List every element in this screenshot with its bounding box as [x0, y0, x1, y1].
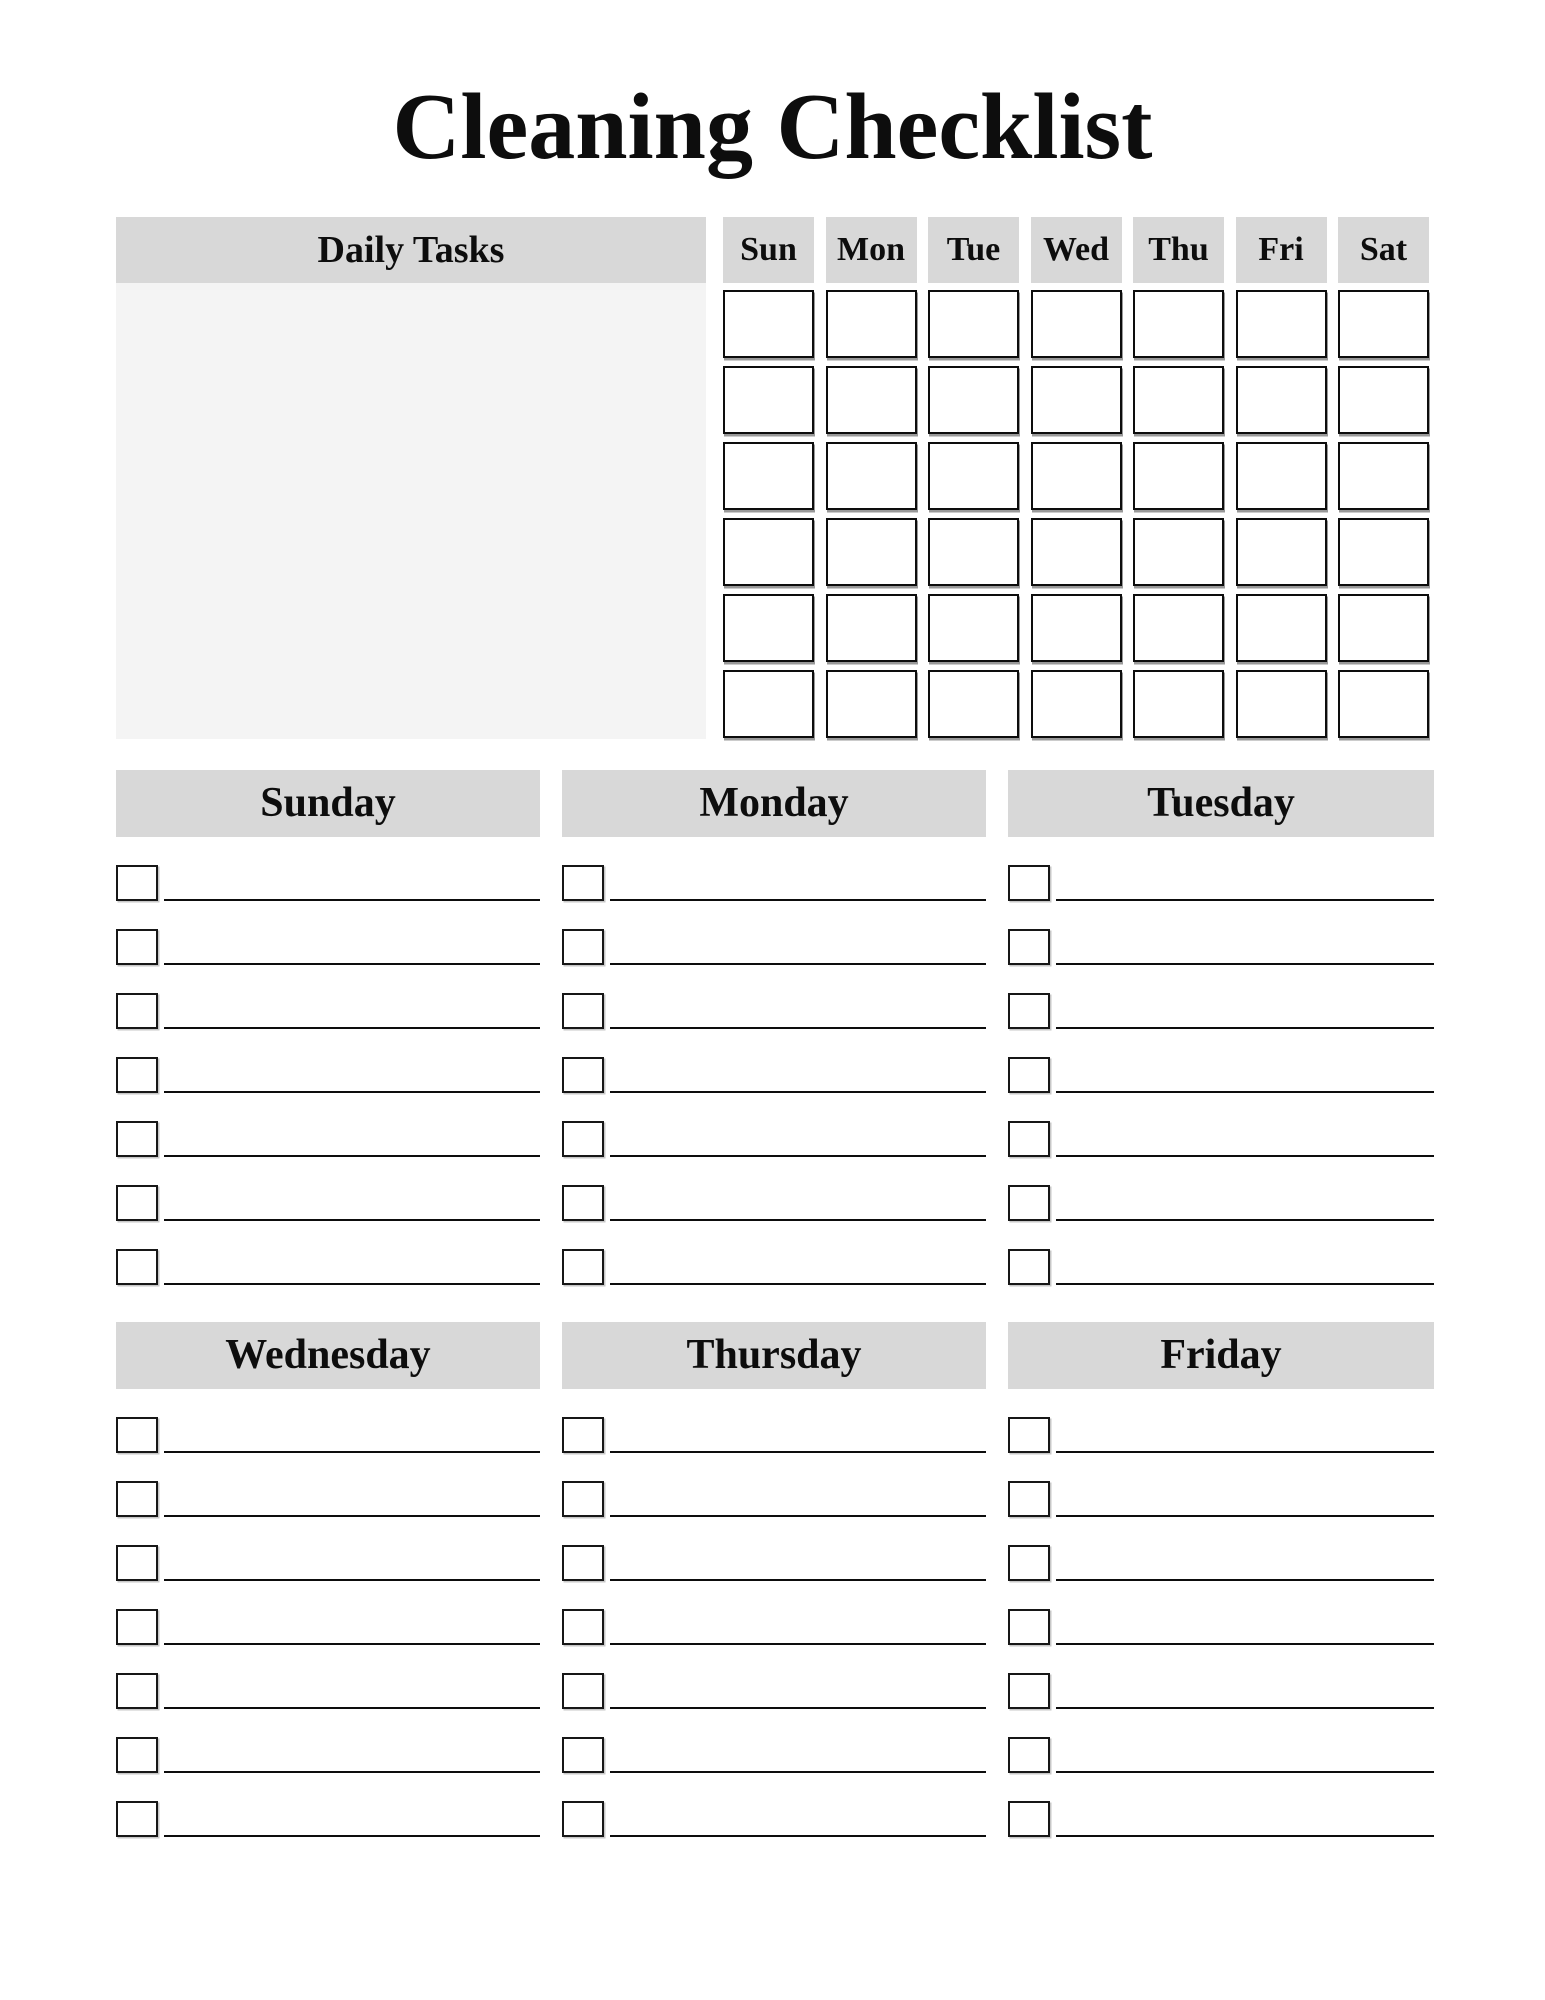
day-header-label: Mon [826, 217, 917, 283]
task-checkbox[interactable] [1008, 929, 1050, 965]
task-checkbox[interactable] [1008, 993, 1050, 1029]
task-write-line[interactable] [610, 1515, 986, 1517]
task-write-line[interactable] [1056, 1219, 1434, 1221]
task-row [562, 993, 986, 1029]
task-checkbox[interactable] [116, 1737, 158, 1773]
task-checkbox[interactable] [562, 1249, 604, 1285]
task-row-list [1008, 1417, 1434, 1837]
task-write-line[interactable] [164, 1643, 540, 1645]
day-header-label: Wed [1031, 217, 1122, 283]
task-checkbox[interactable] [562, 1609, 604, 1645]
task-write-line[interactable] [1056, 1091, 1434, 1093]
daily-checkbox[interactable] [1031, 594, 1122, 662]
task-row [562, 1801, 986, 1837]
daily-checkbox[interactable] [1133, 442, 1224, 510]
daily-checkbox[interactable] [1133, 594, 1224, 662]
task-checkbox[interactable] [1008, 1801, 1050, 1837]
task-write-line[interactable] [610, 1643, 986, 1645]
daily-checkbox[interactable] [1236, 594, 1327, 662]
task-write-line[interactable] [610, 1027, 986, 1029]
daily-checkbox[interactable] [1338, 442, 1429, 510]
task-checkbox[interactable] [116, 993, 158, 1029]
daily-tasks-section [116, 217, 1433, 739]
task-row [116, 1737, 540, 1773]
task-row [116, 929, 540, 965]
task-write-line[interactable] [164, 1579, 540, 1581]
task-write-line[interactable] [164, 1219, 540, 1221]
task-checkbox[interactable] [116, 1417, 158, 1453]
task-row-list [116, 865, 540, 1285]
daily-checkbox[interactable] [723, 670, 814, 738]
task-checkbox[interactable] [562, 865, 604, 901]
task-row [562, 1673, 986, 1709]
task-checkbox[interactable] [1008, 1057, 1050, 1093]
task-write-line[interactable] [610, 1835, 986, 1837]
daily-tasks-header-row [116, 217, 1433, 283]
task-row [1008, 1737, 1434, 1773]
daily-checkbox[interactable] [1236, 290, 1327, 358]
task-row [1008, 1545, 1434, 1581]
daily-checkbox[interactable] [1338, 594, 1429, 662]
task-write-line[interactable] [610, 1771, 986, 1773]
task-row [1008, 1801, 1434, 1837]
task-write-line[interactable] [164, 1027, 540, 1029]
task-write-line[interactable] [610, 1155, 986, 1157]
task-checkbox[interactable] [116, 865, 158, 901]
task-checkbox[interactable] [562, 1737, 604, 1773]
task-write-line[interactable] [164, 1707, 540, 1709]
task-write-line[interactable] [164, 1835, 540, 1837]
task-write-line[interactable] [164, 1283, 540, 1285]
task-checkbox[interactable] [1008, 865, 1050, 901]
task-row [1008, 993, 1434, 1029]
task-write-line[interactable] [164, 1091, 540, 1093]
task-write-line[interactable] [1056, 1835, 1434, 1837]
task-row-list [1008, 865, 1434, 1285]
task-row [116, 1673, 540, 1709]
task-write-line[interactable] [1056, 899, 1434, 901]
task-row [562, 1417, 986, 1453]
task-checkbox[interactable] [562, 929, 604, 965]
task-write-line[interactable] [1056, 1515, 1434, 1517]
daily-checkbox-grid [723, 290, 1429, 739]
task-row [116, 1545, 540, 1581]
task-checkbox[interactable] [1008, 1673, 1050, 1709]
task-row [116, 993, 540, 1029]
task-write-line[interactable] [164, 1771, 540, 1773]
task-row [116, 1609, 540, 1645]
week-section [1008, 1322, 1434, 1837]
daily-checkbox[interactable] [1338, 670, 1429, 738]
day-header-row [723, 217, 1429, 283]
task-write-line[interactable] [164, 1451, 540, 1453]
task-row-list [116, 1417, 540, 1837]
task-row [116, 1121, 540, 1157]
task-row [116, 1801, 540, 1837]
task-write-line[interactable] [164, 1515, 540, 1517]
task-checkbox[interactable] [1008, 1121, 1050, 1157]
task-write-line[interactable] [1056, 1707, 1434, 1709]
daily-checkbox[interactable] [723, 442, 814, 510]
task-checkbox[interactable] [1008, 1609, 1050, 1645]
day-header-label: Thu [1133, 217, 1224, 283]
task-write-line[interactable] [610, 1707, 986, 1709]
task-checkbox[interactable] [116, 1481, 158, 1517]
week-section-header: Thursday [562, 1322, 986, 1389]
task-write-line[interactable] [1056, 1027, 1434, 1029]
task-checkbox[interactable] [562, 993, 604, 1029]
task-checkbox[interactable] [116, 1185, 158, 1221]
task-row [1008, 1417, 1434, 1453]
daily-checkbox[interactable] [1236, 366, 1327, 434]
task-row [1008, 1249, 1434, 1285]
task-row [562, 1545, 986, 1581]
task-checkbox[interactable] [1008, 1737, 1050, 1773]
task-checkbox[interactable] [116, 929, 158, 965]
task-row [116, 1185, 540, 1221]
task-row [1008, 929, 1434, 965]
daily-checkbox[interactable] [723, 594, 814, 662]
page-content [116, 217, 1433, 1837]
task-row [1008, 1185, 1434, 1221]
daily-checkbox[interactable] [826, 518, 917, 586]
task-checkbox[interactable] [1008, 1249, 1050, 1285]
task-checkbox[interactable] [1008, 1185, 1050, 1221]
daily-tasks-title: Daily Tasks [116, 217, 706, 283]
week-section [1008, 770, 1434, 1285]
daily-checkbox[interactable] [928, 442, 1019, 510]
task-write-line[interactable] [610, 899, 986, 901]
daily-checkbox[interactable] [1133, 518, 1224, 586]
page-title: Cleaning Checklist [392, 75, 1153, 179]
task-checkbox[interactable] [116, 1121, 158, 1157]
task-row-list [562, 865, 986, 1285]
task-write-line[interactable] [1056, 1579, 1434, 1581]
task-checkbox[interactable] [562, 1057, 604, 1093]
week-section [562, 1322, 986, 1837]
task-row [562, 929, 986, 965]
daily-checkbox[interactable] [826, 670, 917, 738]
daily-checkbox[interactable] [1031, 670, 1122, 738]
task-row [1008, 865, 1434, 901]
task-write-line[interactable] [164, 963, 540, 965]
task-checkbox[interactable] [562, 1185, 604, 1221]
week-section-header: Sunday [116, 770, 540, 837]
task-checkbox[interactable] [116, 1801, 158, 1837]
task-write-line[interactable] [610, 1091, 986, 1093]
daily-checkbox[interactable] [1236, 518, 1327, 586]
task-row [562, 1121, 986, 1157]
task-checkbox[interactable] [116, 1057, 158, 1093]
task-write-line[interactable] [1056, 1451, 1434, 1453]
daily-checkbox[interactable] [723, 290, 814, 358]
task-write-line[interactable] [610, 963, 986, 965]
daily-checkbox[interactable] [723, 366, 814, 434]
task-row [1008, 1121, 1434, 1157]
daily-checkbox[interactable] [1236, 670, 1327, 738]
daily-checkbox[interactable] [723, 518, 814, 586]
daily-checkbox[interactable] [928, 366, 1019, 434]
task-write-line[interactable] [1056, 963, 1434, 965]
weekly-sections-grid [116, 770, 1433, 1837]
task-checkbox[interactable] [116, 1249, 158, 1285]
day-header-label: Sat [1338, 217, 1429, 283]
daily-checkbox[interactable] [1133, 670, 1224, 738]
task-row [116, 1057, 540, 1093]
task-row [562, 1609, 986, 1645]
daily-checkbox[interactable] [1031, 518, 1122, 586]
daily-checkbox[interactable] [1031, 366, 1122, 434]
daily-checkbox[interactable] [928, 290, 1019, 358]
daily-checkbox[interactable] [1133, 290, 1224, 358]
task-row [562, 1481, 986, 1517]
task-row [116, 1417, 540, 1453]
daily-checkbox[interactable] [826, 366, 917, 434]
task-write-line[interactable] [164, 899, 540, 901]
task-checkbox[interactable] [562, 1801, 604, 1837]
task-row [1008, 1673, 1434, 1709]
task-checkbox[interactable] [116, 1545, 158, 1581]
daily-checkbox[interactable] [928, 670, 1019, 738]
daily-checkbox[interactable] [928, 518, 1019, 586]
daily-checkbox[interactable] [826, 594, 917, 662]
week-section-header: Monday [562, 770, 986, 837]
task-checkbox[interactable] [116, 1673, 158, 1709]
daily-checkbox[interactable] [1338, 366, 1429, 434]
daily-checkbox[interactable] [928, 594, 1019, 662]
task-row [562, 865, 986, 901]
task-checkbox[interactable] [116, 1609, 158, 1645]
task-row [562, 1057, 986, 1093]
task-write-line[interactable] [1056, 1155, 1434, 1157]
week-section-header: Friday [1008, 1322, 1434, 1389]
daily-checkbox[interactable] [1133, 366, 1224, 434]
task-write-line[interactable] [1056, 1283, 1434, 1285]
task-row [1008, 1481, 1434, 1517]
task-checkbox[interactable] [562, 1481, 604, 1517]
week-section-header: Tuesday [1008, 770, 1434, 837]
task-write-line[interactable] [610, 1579, 986, 1581]
daily-checkbox[interactable] [1031, 442, 1122, 510]
week-section-header: Wednesday [116, 1322, 540, 1389]
week-section [116, 1322, 540, 1837]
daily-checkbox[interactable] [826, 442, 917, 510]
task-row [1008, 1057, 1434, 1093]
task-checkbox[interactable] [1008, 1481, 1050, 1517]
task-checkbox[interactable] [562, 1673, 604, 1709]
task-row [562, 1249, 986, 1285]
task-write-line[interactable] [610, 1219, 986, 1221]
daily-tasks-body [116, 283, 1433, 739]
day-header-label: Sun [723, 217, 814, 283]
daily-checkbox[interactable] [1236, 442, 1327, 510]
task-write-line[interactable] [610, 1283, 986, 1285]
daily-checkbox[interactable] [1338, 290, 1429, 358]
daily-checkbox[interactable] [1031, 290, 1122, 358]
day-header-label: Fri [1236, 217, 1327, 283]
task-row [116, 1249, 540, 1285]
task-row [562, 1737, 986, 1773]
daily-checkbox[interactable] [826, 290, 917, 358]
task-checkbox[interactable] [562, 1417, 604, 1453]
task-write-line[interactable] [1056, 1643, 1434, 1645]
week-section [116, 770, 540, 1285]
task-row [562, 1185, 986, 1221]
task-row [1008, 1609, 1434, 1645]
week-section [562, 770, 986, 1285]
task-write-line[interactable] [164, 1155, 540, 1157]
daily-tasks-blank-panel[interactable] [116, 283, 706, 739]
task-write-line[interactable] [610, 1451, 986, 1453]
task-checkbox[interactable] [1008, 1417, 1050, 1453]
task-row-list [562, 1417, 986, 1837]
task-checkbox[interactable] [562, 1121, 604, 1157]
task-checkbox[interactable] [1008, 1545, 1050, 1581]
daily-checkbox[interactable] [1338, 518, 1429, 586]
day-header-label: Tue [928, 217, 1019, 283]
task-row [116, 1481, 540, 1517]
task-write-line[interactable] [1056, 1771, 1434, 1773]
task-checkbox[interactable] [562, 1545, 604, 1581]
task-row [116, 865, 540, 901]
